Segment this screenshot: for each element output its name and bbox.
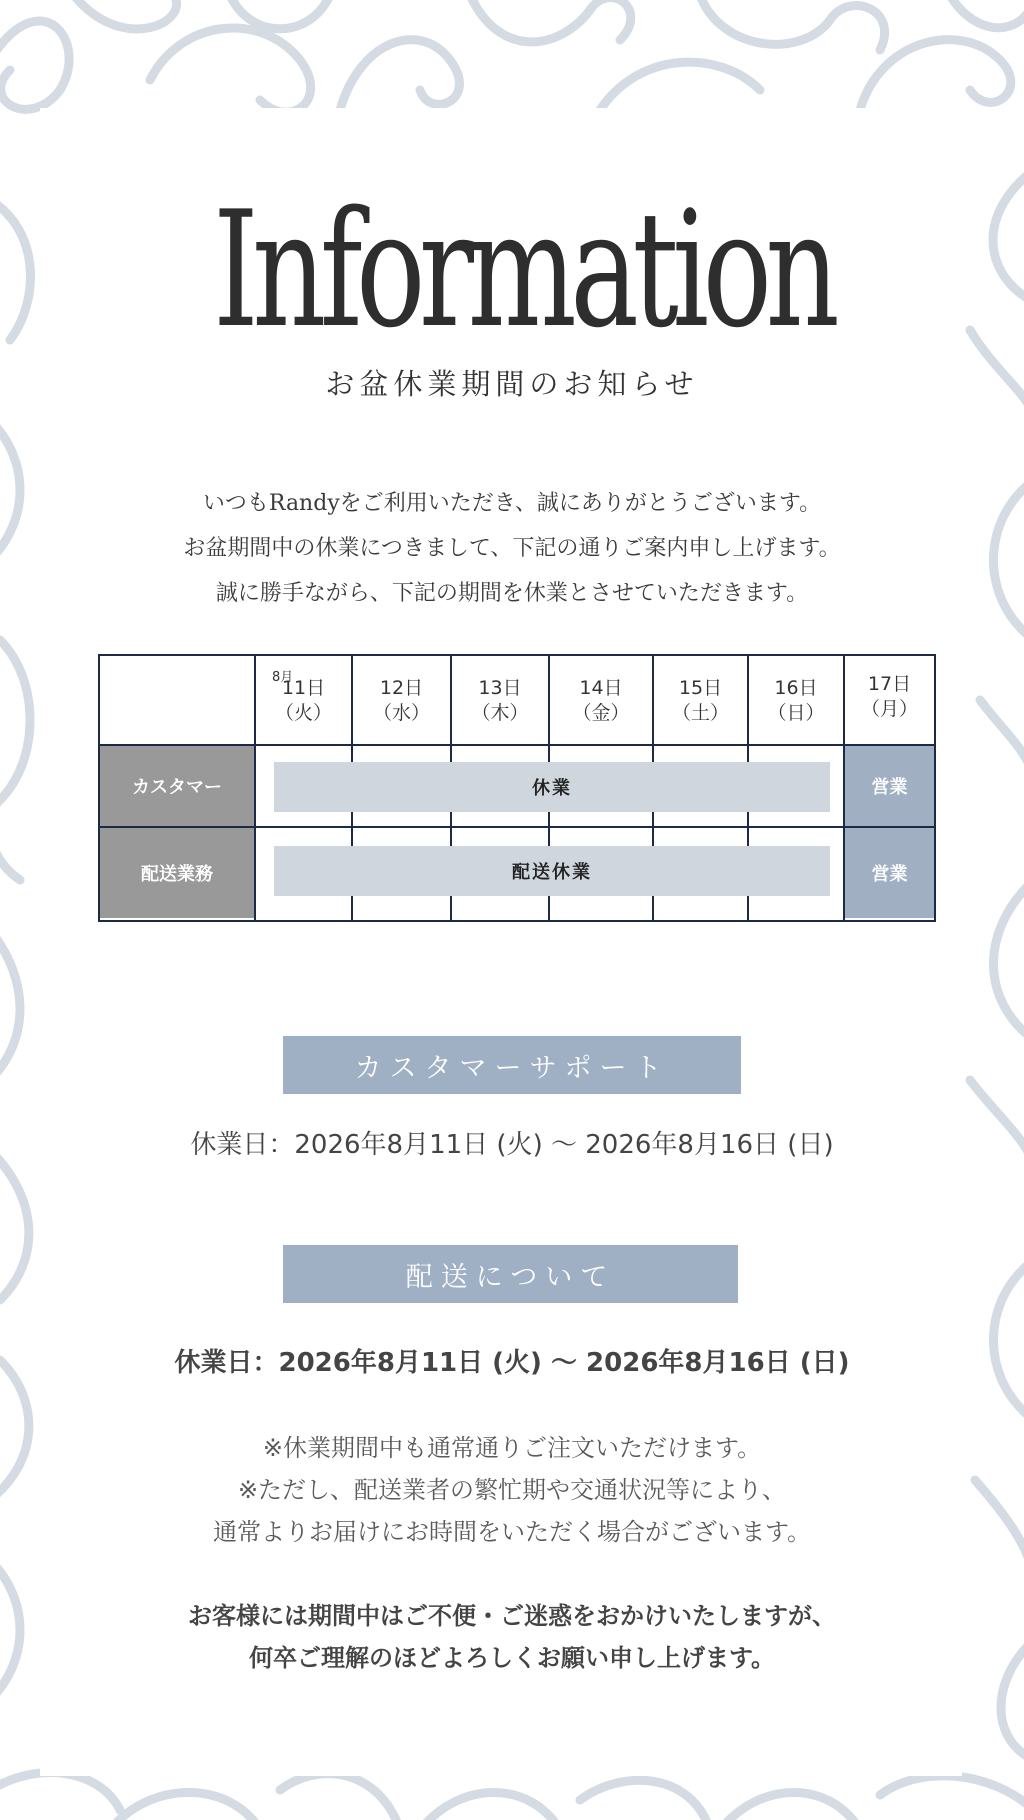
table-divider — [98, 826, 936, 828]
day-weekday: （水） — [372, 702, 430, 724]
month-label: 8月 — [272, 670, 294, 685]
day-date: 12日 — [379, 677, 424, 699]
row-label-shipping: 配送業務 — [100, 828, 254, 918]
day-date: 14日 — [579, 677, 623, 699]
day-header — [550, 676, 652, 736]
closing-message — [0, 1596, 1024, 1680]
customer-support-dates: 休業日：2026年8月11日 (火) ～ 2026年8月16日 (日) — [190, 1130, 834, 1160]
customer-open-day: 営業 — [845, 746, 934, 826]
day-header — [749, 676, 843, 736]
day-weekday: （金） — [572, 702, 630, 724]
shipping-dates: 休業日：2026年8月11日 (火) ～ 2026年8月16日 (日) — [174, 1348, 850, 1378]
shipping-open-day: 営業 — [845, 828, 934, 918]
note-line: ※ただし、配送業者の繁忙期や交通状況等により、 — [237, 1476, 787, 1504]
customer-closed-bar: 休業 — [274, 762, 830, 812]
day-date: 13日 — [478, 677, 522, 699]
note-line: ※休業期間中も通常通りご注文いただけます。 — [262, 1434, 762, 1462]
row-label-customer: カスタマー — [100, 746, 254, 826]
intro-line: いつもRandyをご利用いただき、誠にありがとうございます。 — [202, 491, 822, 516]
day-date: 16日 — [774, 677, 818, 699]
day-header — [256, 676, 351, 736]
holiday-schedule-table — [98, 654, 936, 920]
day-weekday: （木） — [471, 702, 529, 724]
table-divider — [98, 744, 936, 746]
intro-text — [0, 486, 1024, 621]
shipping-label: 配送について — [283, 1245, 738, 1303]
day-weekday: （月） — [860, 698, 918, 720]
day-weekday: （日） — [767, 702, 825, 724]
page-title: Information — [213, 176, 834, 363]
day-header — [353, 676, 450, 736]
day-weekday: （土） — [671, 702, 729, 724]
day-date: 11日 — [281, 677, 326, 699]
note-line: 通常よりお届けにお時間をいただく場合がございます。 — [212, 1518, 812, 1546]
shipping-notes — [0, 1428, 1024, 1554]
day-header — [654, 676, 747, 736]
shipping-closed-bar: 配送休業 — [274, 846, 830, 896]
day-header — [845, 672, 934, 732]
closing-line: お客様には期間中はご不便・ご迷惑をおかけいたしますが、 — [188, 1602, 836, 1630]
page-subtitle: お盆休業期間のお知らせ — [325, 367, 699, 401]
closing-line: 何卒ご理解のほどよろしくお願い申し上げます。 — [248, 1644, 776, 1672]
intro-line: 誠に勝手ながら、下記の期間を休業とさせていただきます。 — [215, 581, 809, 606]
day-weekday: （火） — [274, 702, 332, 724]
day-header — [452, 676, 548, 736]
day-date: 15日 — [678, 677, 723, 699]
day-date: 17日 — [867, 673, 912, 695]
customer-support-label: カスタマーサポート — [283, 1036, 741, 1094]
intro-line: お盆期間中の休業につきまして、下記の通りご案内申し上げます。 — [183, 536, 841, 561]
